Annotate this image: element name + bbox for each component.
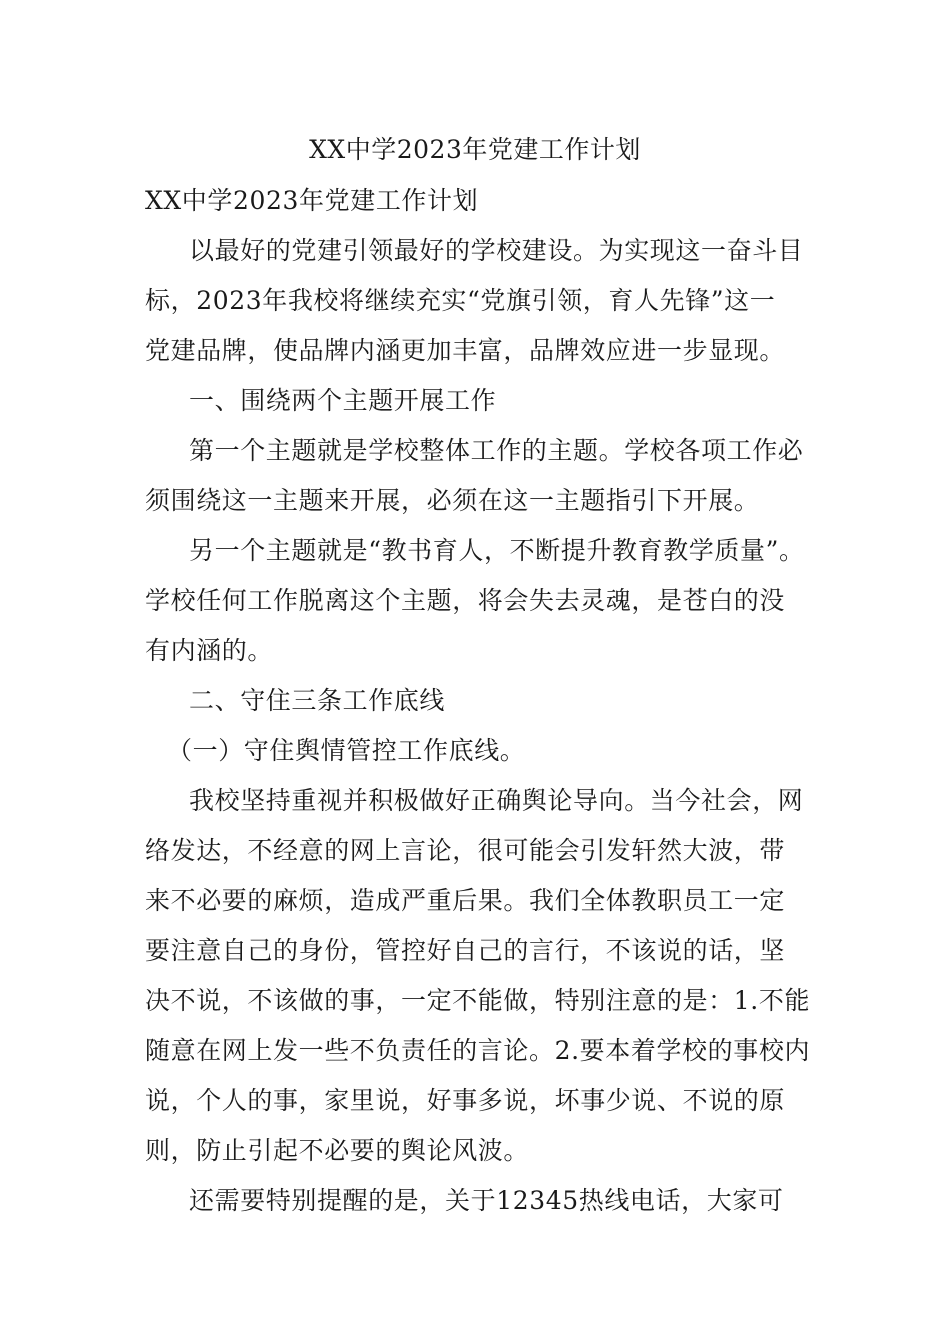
document-title: XX中学2023年党建工作计划: [309, 135, 641, 164]
text-line: （一）守住舆情管控工作底线。: [167, 736, 526, 765]
text-line: 说，个人的事，家里说，好事多说，坏事少说、不说的原: [145, 1086, 786, 1115]
text-line: 随意在网上发一些不负责任的言论。2.要本着学校的事校内: [145, 1036, 811, 1065]
text-line: 标，2023年我校将继续充实“党旗引领，育人先锋”这一: [145, 286, 776, 315]
text-line: 须围绕这一主题来开展，必须在这一主题指引下开展。: [145, 486, 760, 515]
document-body: [145, 182, 811, 1232]
text-line: 络发达，不经意的网上言论，很可能会引发轩然大波，带: [145, 836, 786, 865]
text-line: 一、围绕两个主题开展工作: [189, 386, 497, 415]
text-line: 决不说，不该做的事，一定不能做，特别注意的是：1.不能: [145, 986, 811, 1015]
text-line: 学校任何工作脱离这个主题，将会失去灵魂，是苍白的没: [145, 586, 786, 615]
text-line: 党建品牌，使品牌内涵更加丰富，品牌效应进一步显现。: [145, 336, 786, 365]
text-line: 则，防止引起不必要的舆论风波。: [145, 1136, 530, 1165]
text-line: XX中学2023年党建工作计划: [145, 186, 479, 215]
text-line: 二、守住三条工作底线: [189, 686, 446, 715]
text-line: 另一个主题就是“教书育人，不断提升教育教学质量”。: [189, 536, 805, 565]
text-line: 来不必要的麻烦，造成严重后果。我们全体教职员工一定: [145, 886, 786, 915]
text-line: 还需要特别提醒的是，关于12345热线电话，大家可: [189, 1186, 784, 1215]
text-line: 要注意自己的身份，管控好自己的言行，不该说的话，坚: [145, 936, 786, 965]
text-line: 第一个主题就是学校整体工作的主题。学校各项工作必: [189, 436, 804, 465]
text-line: 以最好的党建引领最好的学校建设。为实现这一奋斗目: [189, 236, 804, 265]
text-line: 有内涵的。: [145, 636, 274, 665]
text-line: 我校坚持重视并积极做好正确舆论导向。当今社会，网: [189, 786, 804, 815]
